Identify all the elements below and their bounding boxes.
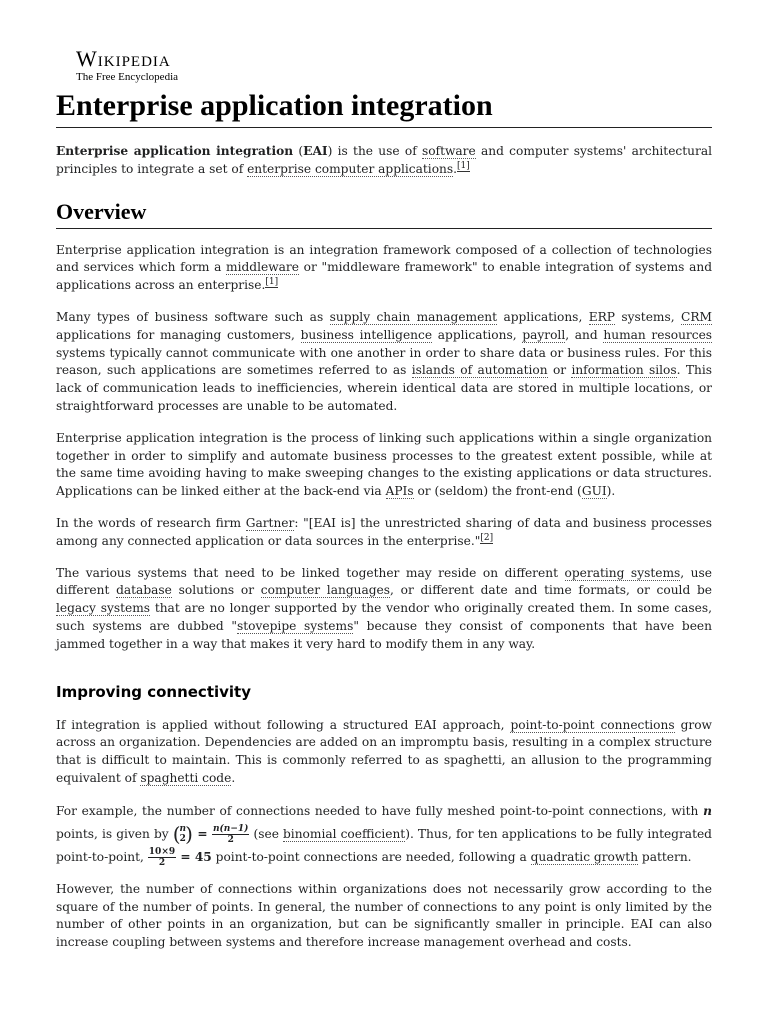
binom-bottom: 2 (179, 834, 186, 845)
ref-1-link[interactable]: [1] (265, 277, 279, 288)
equals-45: = 45 (176, 849, 212, 864)
text: systems, (615, 309, 681, 324)
paren-right: ) (185, 821, 193, 846)
text: ). (606, 484, 616, 499)
text: However, the number of connections within organizations does not necessarily grow according to the square of the number of points. In general, the number of connections to any point is only limited by the number of other points in an organization, but can be significantly smaller in principle. EAI can also increase coupling between systems and therefore increase management overhead and costs. (56, 881, 712, 950)
link-erp[interactable]: ERP (588, 309, 615, 324)
link-payroll[interactable]: payroll (522, 327, 566, 342)
connectivity-paragraph-3 (56, 881, 712, 952)
lead-text: and computer systems' architectural principles to integrate a set of (56, 144, 712, 176)
link-information-silos[interactable]: information silos (571, 363, 677, 378)
link-apis[interactable]: APIs (385, 484, 414, 499)
text: The various systems that need to be linked together may reside on different (56, 565, 565, 580)
text: Enterprise application integration is an integration framework composed of a collection of technologies and services which form a (56, 242, 712, 275)
text: Enterprise application integration is the process of linking such applications within a single organization together in order to simplify and automate business processes to the greatest extent possible, while at the same time avoiding having to make sweeping changes to the existing applications or data structures. Applications can be linked either at the back-end via (56, 430, 712, 499)
text: applications, (432, 327, 523, 342)
text: applications for managing customers, (56, 327, 301, 342)
text: solutions or (171, 583, 261, 598)
lead-paren-close: ) (327, 144, 333, 158)
text: In the words of research firm (56, 515, 246, 530)
ref-1 (265, 277, 278, 288)
section-heading-improving-connectivity: Improving connectivity (56, 682, 252, 701)
text: points, is given by (56, 826, 173, 841)
text: " because they consist of components that have been jammed together in a way that makes it very hard to modify them in any way. (56, 618, 712, 651)
text: systems typically cannot communicate with one another in order to share data or business rules. For this reason, such applications are sometimes referred to as (56, 345, 712, 378)
text: point-to-point connections are needed, following a (211, 849, 531, 864)
text: Many types of business software such as (56, 309, 330, 324)
connectivity-paragraph-1 (56, 717, 712, 788)
link-operating-systems[interactable]: operating systems (564, 565, 681, 580)
equals: = (192, 826, 212, 841)
text: or "middleware framework" to enable integration of systems and applications across an enterprise. (56, 260, 712, 293)
link-legacy-systems[interactable]: legacy systems (56, 601, 151, 616)
link-computer-languages[interactable]: computer languages (260, 583, 391, 598)
link-middleware[interactable]: middleware (226, 260, 299, 275)
wikipedia-logo[interactable] (76, 48, 712, 83)
lead-paragraph (56, 143, 712, 179)
lead-text: . (453, 161, 458, 176)
link-crm[interactable]: CRM (681, 309, 712, 324)
frac-numerator: 10×9 (148, 846, 176, 857)
text: . This lack of communication leads to inefficiencies, wherein identical data are stored in multiple locations, or straightforward processes are unable to be automated. (56, 363, 712, 413)
link-human-resources[interactable]: human resources (603, 327, 713, 342)
text: . (231, 770, 236, 785)
lead-paren-open: ( (298, 144, 304, 158)
logo-tagline: The Free Encyclopedia (76, 71, 179, 83)
ref-1 (457, 161, 470, 172)
ref-2 (480, 533, 493, 544)
link-binomial-coefficient[interactable]: binomial coefficient (283, 826, 406, 841)
text: If integration is applied without following a structured EAI approach, (56, 717, 511, 732)
text: , and (565, 327, 604, 342)
link-software[interactable]: software (421, 144, 476, 158)
link-supply-chain-management[interactable]: supply chain management (329, 309, 498, 324)
text: applications, (497, 309, 589, 324)
text: grow across an organization. Dependencies are added on an impromptu basis, resulting in a complex structure that is difficult to maintain. This is commonly referred to as spaghetti, an allusion to the programming equivalent of (56, 717, 712, 785)
math-n: n (703, 803, 712, 818)
link-gui[interactable]: GUI (581, 484, 607, 499)
fraction-10x9 (148, 847, 176, 868)
overview-paragraph-5 (56, 565, 712, 654)
overview-paragraph-3 (56, 430, 712, 501)
lead-text: is the use of (332, 144, 422, 158)
text: , or different date and time formats, or could be (390, 583, 712, 598)
link-point-to-point-connections[interactable]: point-to-point connections (510, 717, 675, 732)
text: or (seldom) the front-end ( (413, 484, 582, 499)
frac-denominator: 2 (227, 834, 234, 845)
link-enterprise-computer-applications[interactable]: enterprise computer applications (247, 161, 454, 176)
text: ). Thus, for ten applications to be fully integrated point-to-point, (56, 826, 712, 864)
text: : "[EAI is] the unrestricted sharing of data and business processes among any connected application or data sources in the enterprise." (56, 515, 713, 548)
article-page (56, 48, 712, 952)
link-gartner[interactable]: Gartner (245, 515, 295, 530)
text: , use different (56, 565, 712, 598)
overview-paragraph-4 (56, 515, 712, 551)
overview-paragraph-2 (56, 309, 712, 416)
section-heading-overview: Overview (56, 199, 712, 229)
binomial-formula (172, 821, 250, 846)
lead-bold-term: Enterprise application integration (56, 144, 294, 158)
connectivity-paragraph-2 (56, 800, 712, 869)
link-stovepipe-systems[interactable]: stovepipe systems (237, 618, 354, 633)
text: that are no longer supported by the vendor who originally created them. In some cases, such systems are dubbed " (56, 601, 712, 633)
link-quadratic-growth[interactable]: quadratic growth (530, 849, 639, 864)
ref-1-link[interactable]: [1] (457, 160, 470, 171)
overview-paragraph-1 (56, 242, 712, 295)
lead-abbr: EAI (303, 144, 328, 158)
link-business-intelligence[interactable]: business intelligence (300, 327, 433, 342)
fraction-n-n-minus-1 (212, 824, 249, 845)
ten-app-formula (148, 846, 212, 868)
text: (see (249, 826, 283, 841)
text: pattern. (638, 849, 692, 864)
binom-top: n (179, 824, 187, 835)
paren-left: ( (172, 821, 181, 846)
text: or (547, 363, 572, 378)
page-title: Enterprise application integration (56, 89, 712, 128)
text: For example, the number of connections needed to have fully meshed point-to-point connections, with (56, 803, 704, 818)
link-spaghetti-code[interactable]: spaghetti code (140, 770, 232, 785)
link-islands-of-automation[interactable]: islands of automation (411, 363, 548, 378)
ref-2-link[interactable]: [2] (480, 532, 494, 543)
logo-wordmark: Wikipedia (76, 46, 171, 71)
frac-denominator: 2 (158, 857, 166, 868)
link-database[interactable]: database (116, 583, 172, 598)
frac-numerator: n(n−1) (212, 823, 249, 834)
